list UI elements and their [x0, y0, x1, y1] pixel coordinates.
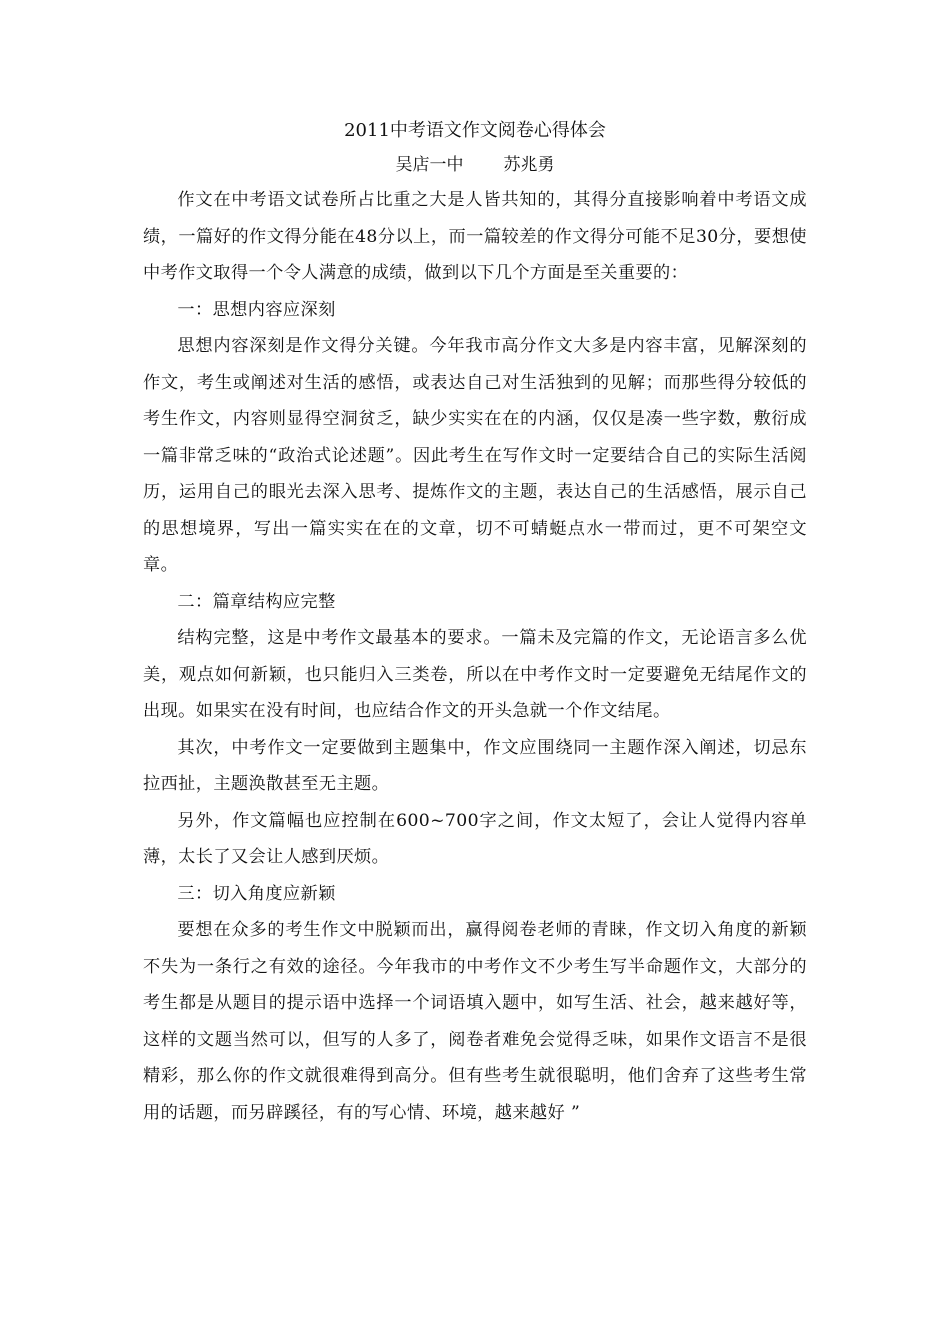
body-paragraph: 思想内容深刻是作文得分关键。今年我市高分作文大多是内容丰富，见解深刻的作文，考生或阐述对生活的感悟，或表达自己对生活独到的见解；而那些得分较低的考生作文，内容则显得空洞贫乏，缺少实实在在的内涵，仅仅是凑一些字数，敷衍成一篇非常乏味的“政治式论述题”。因此考生在写作文时一定要结合自己的实际生活阅历，运用自己的眼光去深入思考、提炼作文的主题，表达自己的生活感悟，展示自己的思想境界，写出一篇实实在在的文章，切不可蜻蜓点水一带而过，更不可架空文章。: [143, 336, 807, 575]
body-paragraph: 其次，中考作文一定要做到主题集中，作文应围绕同一主题作深入阐述，切忌东拉西扯，主题涣散甚至无主题。: [143, 737, 807, 794]
body-paragraph: 结构完整，这是中考作文最基本的要求。一篇未及完篇的作文，无论语言多么优美，观点如何新颖，也只能归入三类卷，所以在中考作文时一定要避免无结尾作文的出现。如果实在没有时间，也应结合作文的开头急就一个作文结尾。: [143, 628, 807, 721]
document-title: 2011中考语文作文阅卷心得体会: [344, 120, 606, 141]
section-heading-2: 二：篇章结构应完整: [177, 591, 336, 612]
author-name: 苏兆勇: [503, 155, 555, 175]
body-paragraph: 另外，作文篇幅也应控制在600~700字之间，作文太短了，会让人觉得内容单薄，太长了又会让人感到厌烦。: [143, 810, 807, 867]
school-name: 吴店一中: [395, 155, 464, 175]
intro-paragraph: 作文在中考语文试卷所占比重之大是人皆共知的，其得分直接影响着中考语文成绩，一篇好的作文得分能在48分以上，而一篇较差的作文得分可能不足30分，要想使中考作文取得一个令人满意的成绩，做到以下几个方面是至关重要的：: [143, 190, 807, 283]
document-page: [143, 114, 807, 1131]
section-heading-1: 一：思想内容应深刻: [177, 299, 336, 320]
body-paragraph: 要想在众多的考生作文中脱颖而出，赢得阅卷老师的青睐，作文切入角度的新颖不失为一条行之有效的途径。今年我市的中考作文不少考生写半命题作文，大部分的考生都是从题目的提示语中选择一个词语填入题中，如写生活、社会，越来越好等，这样的文题当然可以，但写的人多了，阅卷者难免会觉得乏味，如果作文语言不是很精彩，那么你的作文就很难得到高分。但有些考生就很聪明，他们舍弃了这些考生常用的话题，而另辟蹊径，有的写心情、环境，越来越好 ”: [143, 920, 807, 1123]
section-heading-3: 三：切入角度应新颖: [177, 883, 336, 904]
byline: [143, 148, 807, 182]
